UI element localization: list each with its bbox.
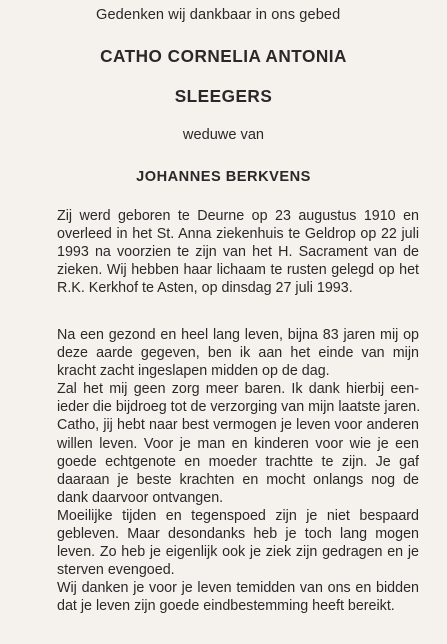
biography-line: 1993 na voorzien te zijn van het H. Sacrament van de — [57, 244, 419, 261]
farewell-line: Zal het mij geen zorg meer baren. Ik dank hierbij een- — [57, 381, 419, 398]
farewell-line: Moeilijke tijden en tegenspoed zijn je niet bespaard — [57, 507, 419, 524]
farewell-line: daaraan je beste krachten en mocht onlangs nog de — [57, 471, 419, 488]
farewell-line: Catho, jij hebt naar best vermogen je leven voor anderen — [57, 417, 419, 434]
farewell-line: kracht zacht ingeslapen midden op de dag. — [57, 363, 330, 380]
farewell-line: Wij danken je voor je leven temidden van ons en bidden — [57, 580, 419, 597]
biography-line: zieken. Wij hebben haar lichaam te rusten gelegd op het — [57, 262, 419, 279]
farewell-line: dat je leven zijn goede eindbestemming heeft bereikt. — [57, 598, 395, 615]
biography-line: overleed in het St. Anna ziekenhuis te Geldrop op 22 juli — [57, 226, 419, 243]
relation-text: weduwe van — [182, 127, 265, 143]
prayer-header: Gedenken wij dankbaar in ons gebed — [96, 7, 341, 23]
biography-line: R.K. Kerkhof te Asten, op dinsdag 27 juli 1993. — [57, 280, 353, 297]
deceased-name-line-2: SLEEGERS — [174, 86, 273, 106]
farewell-line: gebleven. Maar desondanks heb je toch lang mogen — [57, 526, 419, 543]
farewell-line: ieder die bijdroeg tot de verzorging van mijn laatste jaren. — [57, 399, 421, 416]
farewell-line: goede echtgenote en moeder trachtte te zijn. Je gaf — [57, 453, 419, 470]
spouse-name: JOHANNES BERKVENS — [136, 169, 311, 185]
biography-line: Zij werd geboren te Deurne op 23 augustus 1910 en — [57, 208, 419, 224]
farewell-line: dank daarvoor ontvangen. — [57, 489, 224, 506]
biography-paragraph — [57, 207, 419, 297]
farewell-line: Na een gezond en heel lang leven, bijna 83 jaren mij op — [57, 327, 419, 343]
farewell-line: deze aarde gegeven, ben ik aan het einde van mijn — [57, 345, 419, 362]
farewell-line: sterven evengoed. — [57, 562, 175, 579]
farewell-text-paragraph — [57, 326, 419, 616]
farewell-line: leven. Zo heb je eigenlijk ook je ziek zijn gedragen en je — [57, 544, 419, 561]
farewell-line: willen leven. Voor je man en kinderen voor wie je een — [57, 435, 419, 452]
deceased-name-line-1: CATHO CORNELIA ANTONIA — [100, 46, 347, 66]
